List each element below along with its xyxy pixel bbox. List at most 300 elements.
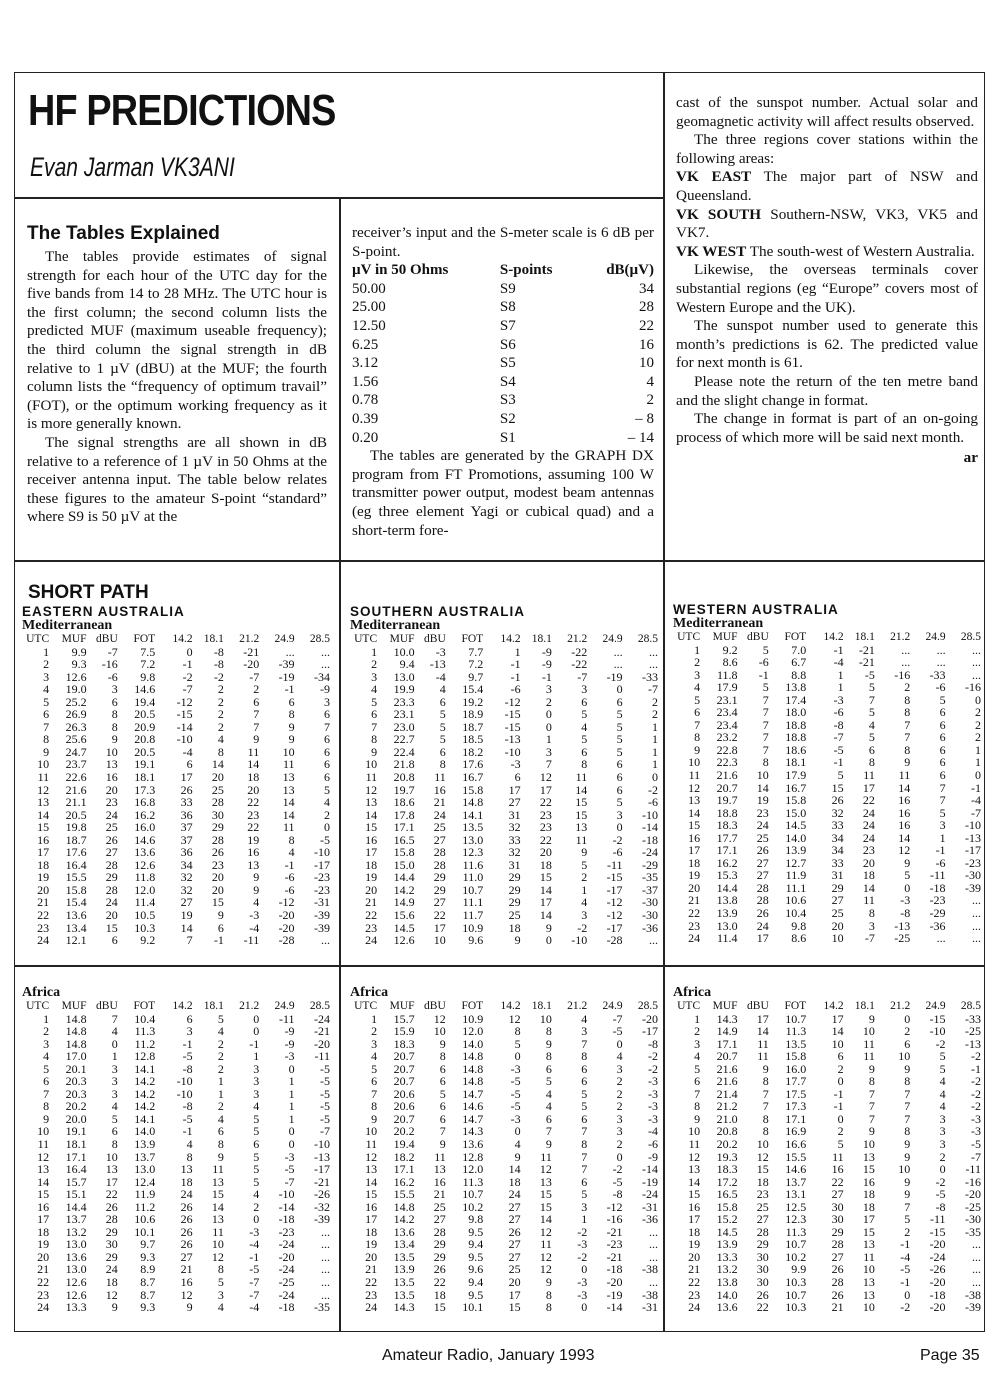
table-cell: 10 — [37, 757, 50, 772]
column-header: 14.2 — [823, 1000, 844, 1012]
table-cell: 29 — [433, 1237, 446, 1252]
table-cell: 8 — [762, 755, 769, 770]
table-cell: 14.3 — [462, 1124, 484, 1139]
smeter-spoint: S3 — [499, 392, 516, 409]
table-cell: 7 — [939, 780, 946, 795]
table-row — [673, 1188, 983, 1201]
table-cell: 23 — [756, 1187, 769, 1202]
table-cell: 28 — [831, 1237, 844, 1252]
table-cell: 16.7 — [462, 770, 484, 785]
prediction-table — [22, 633, 332, 947]
table-cell: 17 — [365, 845, 378, 860]
table-row — [350, 934, 660, 947]
table-cell: 1 — [111, 1049, 118, 1064]
table-cell: -8 — [935, 1199, 946, 1214]
table-cell: 5 — [904, 868, 911, 883]
table-cell: 15.1 — [65, 1187, 87, 1202]
table-cell: 13.5 — [393, 1275, 415, 1290]
table-cell: 26 — [211, 845, 224, 860]
table-cell: 4 — [581, 719, 588, 734]
table-cell: 17 — [105, 1174, 118, 1189]
vk-east-label: VK EAST — [676, 168, 752, 186]
table-cell: 10 — [365, 1124, 378, 1139]
table-cell: 10.4 — [134, 1011, 156, 1026]
column-header: FOT — [461, 1000, 484, 1012]
table-cell: 27 — [508, 1199, 521, 1214]
table-cell: 7.0 — [791, 642, 807, 657]
table-cell: 6 — [939, 768, 946, 783]
table-cell: 5 — [43, 694, 50, 709]
table-cell: 20.7 — [393, 1061, 415, 1076]
table-southern-africa — [350, 986, 660, 1314]
table-cell: -11 — [607, 857, 623, 872]
table-cell: 9.7 — [140, 1237, 156, 1252]
table-cell: 19 — [756, 793, 769, 808]
table-cell: 13.0 — [393, 669, 415, 684]
table-cell: 0 — [514, 1049, 521, 1064]
table-cell: 12 — [37, 1149, 50, 1164]
table-cell: 22 — [247, 820, 260, 835]
table-cell: 8 — [217, 1262, 224, 1277]
table-cell: 9.3 — [140, 1249, 156, 1264]
table-cell: -31 — [642, 1300, 658, 1315]
column-header: 18.1 — [531, 633, 552, 645]
table-cell: -15 — [929, 1224, 946, 1239]
table-cell: 23 — [862, 843, 875, 858]
table-cell: 11.8 — [717, 667, 738, 682]
table-cell: -3 — [648, 1111, 658, 1126]
table-cell: -29 — [642, 857, 658, 872]
table-cell: 3 — [253, 1086, 260, 1101]
table-cell: 14.8 — [65, 1011, 87, 1026]
table-cell: -2 — [971, 1086, 981, 1101]
table-cell: 16 — [898, 805, 911, 820]
vk-west-label: VK WEST — [676, 242, 747, 260]
footer-publication: Amateur Radio, January 1993 — [382, 1347, 595, 1364]
table-cell: 10.7 — [785, 1237, 807, 1252]
table-cell: 8 — [545, 1024, 552, 1039]
table-cell: -7 — [249, 669, 260, 684]
table-cell: 29 — [105, 1224, 118, 1239]
table-cell: 8 — [43, 1099, 50, 1114]
table-cell: 3 — [253, 1074, 260, 1089]
table-row — [673, 1301, 983, 1314]
table-cell: 27 — [433, 832, 446, 847]
table-cell: 14 — [282, 807, 295, 822]
table-cell: -1 — [900, 1237, 911, 1252]
table-cell: 6 — [545, 1111, 552, 1126]
table-cell: -4 — [648, 1124, 658, 1139]
table-cell: 24 — [365, 933, 378, 948]
table-cell: 17.6 — [65, 845, 87, 860]
table-cell: -4 — [435, 669, 446, 684]
table-eastern-med — [22, 604, 332, 947]
table-cell: -2 — [971, 1099, 981, 1114]
table-cell: 13.5 — [462, 820, 484, 835]
table-cell: 11 — [212, 1224, 224, 1239]
column-header: FOT — [461, 633, 484, 645]
table-cell: 28 — [211, 795, 224, 810]
table-cell: -5 — [320, 1111, 330, 1126]
table-cell: 14 — [37, 807, 50, 822]
column-header: MUF — [61, 633, 87, 645]
table-cell: 14.8 — [65, 1036, 87, 1051]
table-cell: 20.5 — [134, 707, 156, 722]
table-cell: 11 — [37, 770, 50, 785]
right-p3: Likewise, the overseas terminals cover substantial regions (eg “Europe” covers most of Western Europe and the UK). — [676, 261, 978, 316]
table-cell: 7 — [868, 1099, 875, 1114]
table-cell: 15.0 — [785, 805, 807, 820]
table-cell: -7 — [249, 1275, 260, 1290]
table-cell: 8 — [371, 732, 378, 747]
column-header: MUF — [389, 633, 415, 645]
table-cell: -3 — [510, 1061, 521, 1076]
table-cell: 1 — [652, 719, 658, 734]
column-header: dBU — [96, 1000, 118, 1012]
table-cell: 14 — [756, 780, 769, 795]
table-cell: 15.9 — [393, 1024, 415, 1039]
table-cell: 15 — [37, 820, 50, 835]
short-path-title: SHORT PATH — [28, 582, 149, 603]
table-cell: 6 — [324, 770, 330, 785]
table-cell: -14 — [642, 1162, 658, 1177]
table-cell: -39 — [965, 1300, 981, 1315]
table-cell: 17.1 — [65, 1149, 87, 1164]
table-cell: 16 — [433, 782, 446, 797]
table-cell: 18.2 — [462, 744, 484, 759]
table-cell: -5 — [320, 1074, 330, 1089]
table-cell: 14.4 — [716, 880, 738, 895]
table-cell: 7 — [111, 1011, 118, 1026]
right-p6: The change in format is part of an on-going process of which more will be said next month. — [676, 410, 978, 446]
table-cell: -5 — [935, 1187, 946, 1202]
table-row — [350, 1276, 660, 1289]
column-header: 28.5 — [960, 1000, 981, 1012]
table-cell: ... — [613, 657, 623, 672]
table-cell: 13 — [105, 1162, 118, 1177]
table-cell: 11 — [365, 770, 378, 785]
table-cell: 0 — [111, 1036, 118, 1051]
table-cell: 16.7 — [785, 780, 807, 795]
table-cell: -1 — [833, 642, 844, 657]
table-cell: 28 — [211, 832, 224, 847]
table-cell: 0 — [581, 1262, 588, 1277]
table-cell: ... — [321, 657, 330, 672]
table-cell: 7 — [253, 719, 260, 734]
table-cell: 9 — [694, 1111, 701, 1126]
table-cell: 22 — [37, 908, 50, 923]
table-cell: 14.6 — [785, 1162, 807, 1177]
table-cell: -33 — [642, 669, 658, 684]
table-cell: 7 — [545, 1124, 552, 1139]
table-cell: 0 — [904, 1287, 911, 1302]
table-cell: 17.4 — [785, 692, 807, 707]
destination-title: Mediterranean — [22, 618, 113, 633]
table-cell: 3 — [581, 682, 588, 697]
table-cell: 5 — [694, 1061, 701, 1076]
column-header: dBU — [747, 631, 769, 643]
table-row — [22, 1213, 332, 1226]
table-cell: 17 — [539, 895, 552, 910]
table-cell: 16 — [105, 770, 118, 785]
table-cell: -7 — [971, 1149, 981, 1164]
table-cell: 9.8 — [791, 918, 807, 933]
table-cell: 15.5 — [785, 1149, 807, 1164]
smeter-row — [352, 373, 654, 392]
table-cell: 6 — [186, 757, 193, 772]
table-cell: -38 — [642, 1262, 658, 1277]
table-cell: 9 — [904, 1149, 911, 1164]
table-cell: 9 — [43, 1111, 50, 1126]
table-cell: 4 — [253, 1187, 260, 1202]
table-cell: 13.0 — [462, 832, 484, 847]
table-cell: 22 — [688, 1275, 701, 1290]
table-cell: 1 — [652, 732, 658, 747]
smeter-table — [352, 261, 654, 447]
table-cell: 13 — [37, 795, 50, 810]
table-cell: -38 — [642, 1287, 658, 1302]
table-cell: 25 — [433, 1199, 446, 1214]
table-cell: 13.6 — [65, 1249, 87, 1264]
table-cell: 2 — [581, 870, 588, 885]
table-cell: 9 — [581, 845, 588, 860]
table-row — [350, 909, 660, 922]
table-cell: -18 — [642, 832, 658, 847]
table-cell: -18 — [929, 1287, 946, 1302]
table-cell: 27 — [105, 845, 118, 860]
table-cell: 12.3 — [785, 1212, 807, 1227]
table-cell: 10.5 — [134, 908, 156, 923]
table-cell: -4 — [182, 744, 193, 759]
table-cell: 2 — [616, 1074, 623, 1089]
table-cell: 8 — [868, 755, 875, 770]
table-cell: -3 — [971, 1124, 981, 1139]
table-cell: 4 — [186, 1137, 193, 1152]
smeter-uv: 0.39 — [352, 410, 379, 427]
table-cell: 27 — [180, 895, 193, 910]
table-cell: 29 — [433, 882, 446, 897]
table-cell: 23 — [539, 820, 552, 835]
table-cell: 23.7 — [65, 757, 87, 772]
table-cell: -24 — [278, 1262, 295, 1277]
table-cell: 15.2 — [716, 1212, 738, 1227]
table-cell: 14.2 — [134, 1099, 156, 1114]
table-cell: 17 — [37, 845, 50, 860]
table-cell: 11.3 — [785, 1224, 807, 1239]
table-cell: 17.9 — [716, 680, 738, 695]
table-cell: 5 — [324, 782, 330, 797]
table-cell: 4 — [253, 1099, 260, 1114]
table-cell: -5 — [833, 742, 844, 757]
table-cell: 10.1 — [134, 1224, 156, 1239]
table-cell: 7 — [762, 717, 769, 732]
table-cell: 15.8 — [462, 782, 484, 797]
table-cell: 7.2 — [468, 657, 484, 672]
table-cell: 3 — [939, 1124, 946, 1139]
table-cell: -26 — [314, 1187, 330, 1202]
table-cell: 9 — [868, 1011, 875, 1026]
table-cell: 22 — [365, 908, 378, 923]
table-cell: -10 — [504, 744, 521, 759]
table-cell: 13.2 — [65, 1224, 87, 1239]
smeter-db: 2 — [646, 392, 654, 409]
table-cell: 10 — [211, 1237, 224, 1252]
table-cell: 21.2 — [716, 1099, 738, 1114]
smeter-db: – 8 — [635, 410, 654, 427]
table-cell: -1 — [833, 1086, 844, 1101]
table-row — [673, 706, 983, 719]
table-cell: -11 — [930, 868, 946, 883]
table-cell: 3 — [616, 807, 623, 822]
table-cell: -17 — [314, 1162, 330, 1177]
table-cell: 21.1 — [65, 795, 87, 810]
table-cell: 7 — [186, 933, 193, 948]
table-cell: 1 — [288, 1074, 295, 1089]
table-cell: 11.1 — [785, 880, 807, 895]
table-cell: -1 — [182, 1124, 193, 1139]
table-cell: 7 — [253, 707, 260, 722]
table-cell: 24 — [433, 807, 446, 822]
table-cell: -17 — [965, 843, 981, 858]
table-cell: -18 — [278, 1212, 295, 1227]
table-cell: 14.5 — [785, 818, 807, 833]
table-cell: 20.8 — [716, 1124, 738, 1139]
table-cell: 37 — [180, 820, 193, 835]
table-cell: 22 — [247, 795, 260, 810]
table-cell: 17 — [756, 931, 769, 946]
smeter-spoint: S2 — [499, 410, 516, 427]
prediction-table — [673, 1000, 983, 1314]
table-cell: 18 — [37, 1224, 50, 1239]
table-cell: 20.3 — [65, 1086, 87, 1101]
table-cell: 9 — [439, 1137, 446, 1152]
table-cell: 14.4 — [65, 1199, 87, 1214]
table-cell: 14.2 — [134, 1086, 156, 1101]
table-cell: 7 — [324, 719, 330, 734]
table-cell: -23 — [314, 870, 330, 885]
table-cell: 34 — [831, 830, 844, 845]
column-header: UTC — [354, 633, 378, 645]
table-cell: 5 — [581, 1099, 588, 1114]
table-cell: 13.9 — [393, 1262, 415, 1277]
column-header: 28.5 — [960, 631, 981, 643]
table-cell: 10.2 — [785, 1249, 807, 1264]
table-cell: 1 — [581, 1212, 588, 1227]
table-row — [22, 796, 332, 809]
table-cell: 4 — [217, 1111, 224, 1126]
table-cell: -24 — [642, 845, 658, 860]
table-cell: 25 — [211, 782, 224, 797]
table-cell: 14.8 — [462, 795, 484, 810]
table-cell: 12.7 — [785, 855, 807, 870]
table-eastern-africa — [22, 986, 332, 1314]
table-cell: 6 — [111, 933, 118, 948]
table-cell: -4 — [249, 920, 260, 935]
table-cell: 5 — [868, 680, 875, 695]
table-cell: 15 — [365, 1187, 378, 1202]
table-cell: 5 — [43, 1061, 50, 1076]
table-cell: 29 — [105, 870, 118, 885]
table-cell: -5 — [900, 1262, 911, 1277]
table-cell: 7 — [762, 730, 769, 745]
table-cell: 14.2 — [134, 1074, 156, 1089]
table-cell: -2 — [971, 1049, 981, 1064]
right-col — [676, 94, 978, 468]
table-cell: 29 — [831, 880, 844, 895]
table-cell: 4 — [43, 682, 50, 697]
table-cell: 13 — [211, 1174, 224, 1189]
table-cell: -15 — [504, 707, 521, 722]
column-header: FOT — [784, 1000, 807, 1012]
table-cell: 18.8 — [785, 717, 807, 732]
table-cell: 11.7 — [462, 908, 484, 923]
table-cell: 12.6 — [65, 1287, 87, 1302]
column-header: 24.9 — [274, 1000, 295, 1012]
table-cell: 20.7 — [393, 1111, 415, 1126]
table-cell: 14 — [37, 1174, 50, 1189]
table-cell: 18.6 — [785, 742, 807, 757]
table-cell: 20 — [247, 782, 260, 797]
vk-south-text: Southern-NSW, VK3, VK5 and VK7. — [676, 205, 978, 242]
table-cell: 34 — [180, 857, 193, 872]
table-cell: -23 — [314, 882, 330, 897]
table-cell: 0 — [186, 644, 193, 659]
table-cell: 26 — [180, 782, 193, 797]
table-cell: -11 — [965, 1162, 981, 1177]
table-row — [673, 932, 983, 945]
table-cell: -9 — [541, 657, 552, 672]
table-cell: 33 — [508, 832, 521, 847]
table-cell: 2 — [371, 1024, 378, 1039]
table-cell: -8 — [182, 1099, 193, 1114]
table-cell: 10.9 — [462, 920, 484, 935]
table-cell: 15 — [831, 780, 844, 795]
table-cell: 30 — [105, 1237, 118, 1252]
table-cell: 3 — [616, 1061, 623, 1076]
table-cell: 23.4 — [716, 705, 738, 720]
table-cell: 19.7 — [716, 793, 738, 808]
table-cell: 15.0 — [393, 857, 415, 872]
table-cell: 15.8 — [716, 1199, 738, 1214]
table-cell: 9.9 — [71, 644, 87, 659]
table-cell: 2 — [43, 657, 50, 672]
table-row — [673, 1163, 983, 1176]
table-cell: 11 — [863, 893, 875, 908]
table-cell: 17 — [180, 770, 193, 785]
table-cell: -21 — [243, 644, 260, 659]
table-cell: 16.2 — [134, 807, 156, 822]
table-cell: 13.2 — [716, 1262, 738, 1277]
table-cell: 15.6 — [393, 908, 415, 923]
table-cell: 20 — [365, 1249, 378, 1264]
column-header: UTC — [26, 1000, 50, 1012]
table-cell: 4 — [939, 1086, 946, 1101]
table-cell: -10 — [965, 818, 981, 833]
table-cell: 19.0 — [65, 682, 87, 697]
table-cell: -20 — [314, 1036, 330, 1051]
table-cell: 15 — [862, 1224, 875, 1239]
table-cell: 2 — [217, 1099, 224, 1114]
column-header: dBU — [424, 633, 446, 645]
table-cell: -11 — [314, 1049, 330, 1064]
table-cell: 30 — [756, 1249, 769, 1264]
region-title: EASTERN AUSTRALIA — [22, 604, 185, 619]
table-cell: ... — [649, 657, 658, 672]
table-cell: 4 — [371, 682, 378, 697]
table-cell: 20.8 — [134, 732, 156, 747]
table-header-row — [22, 1000, 332, 1013]
table-cell: 29 — [433, 870, 446, 885]
